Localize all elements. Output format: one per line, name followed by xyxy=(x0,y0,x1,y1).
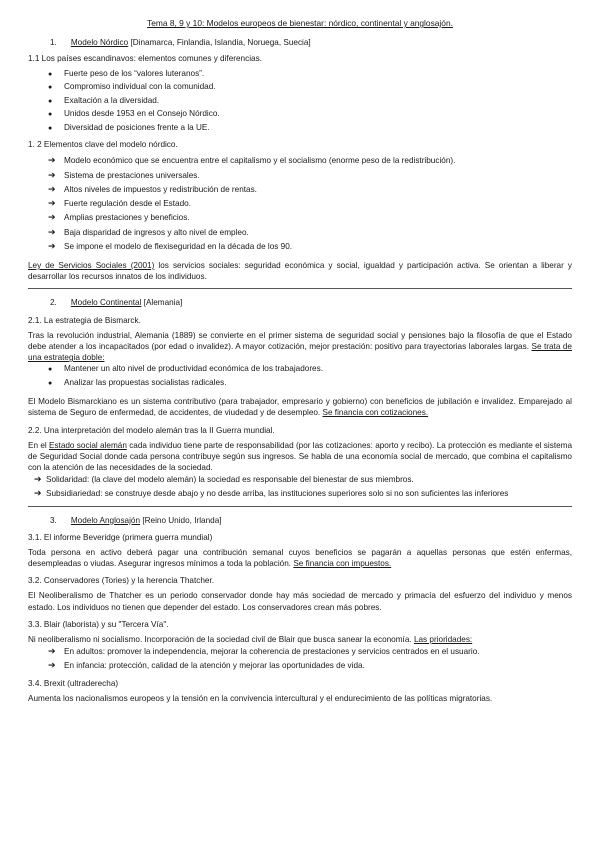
section-1-number: 1. xyxy=(50,38,57,48)
list-item: ➔ Baja disparidad de ingresos y alto nivel de empleo. xyxy=(48,226,249,237)
law-paragraph: Ley de Servicios Sociales (2001) los servicios sociales: seguridad económica y social, igualdad y participación activa. Se orientan a liberar y desarrollar los recursos innatos de los individuos. xyxy=(28,261,572,282)
list-item: ➔ Modelo económico que se encuentra entre el capitalismo y el socialismo (enorme peso de la redistribución). xyxy=(48,155,456,166)
section-3-number: 3. xyxy=(50,515,57,525)
subsection-3-3-text: Ni neoliberalismo ni socialismo. Incorporación de la sociedad civil de Blair que busca sanear la economía. Las prioridades: xyxy=(28,634,473,644)
section-2-countries: [Alemania] xyxy=(143,298,183,308)
subsection-3-4-title: 3.4. Brexit (ultraderecha) xyxy=(28,678,119,688)
arrow-icon: ➔ xyxy=(48,155,56,166)
section-3-title: Modelo Anglosajón xyxy=(70,515,141,525)
section-divider xyxy=(28,288,572,289)
list-item: ● Unidos desde 1953 en el Consejo Nórdico. xyxy=(48,109,220,119)
subsection-1-2-title: 1. 2 Elementos clave del modelo nórdico. xyxy=(28,140,178,150)
section-3-heading xyxy=(50,515,572,526)
subsection-1-1-list xyxy=(28,68,572,134)
section-2-title: Modelo Continental xyxy=(70,298,142,308)
subsection-2-2-text: En el Estado social alemán cada individuo tiene parte de responsabilidad (por las cotizaciones: aporto y recibo). La protección es mediante el sistema de Seguridad Social donde cada persona contribuye según sus ingresos. Se habla de una economía social de mercado, que combina el capitalismo con la atención de las necesidades de la sociedad. xyxy=(28,440,573,473)
subsection-3-2-text: El Neoliberalismo de Thatcher es un periodo conservador donde hay más sociedad de mercado y primacía del esfuerzo del individuo y menos estado. Los individuos no tienen que depender del estado. Los conservadores crean más pobres. xyxy=(28,591,572,612)
arrow-icon: ➔ xyxy=(34,474,42,485)
list-item: ➔ Solidaridad: (la clave del modelo alemán) la sociedad es responsable del bienestar de sus miembros. xyxy=(34,474,414,485)
subsection-2-2-title: 2.2. Una interpretación del modelo alemán tras la II Guerra mundial. xyxy=(28,425,275,435)
list-item: ➔ Amplias prestaciones y beneficios. xyxy=(48,212,190,223)
bullet-icon: ● xyxy=(48,111,53,119)
bullet-icon: ● xyxy=(48,70,53,78)
subsection-3-3-list xyxy=(28,645,572,671)
list-item: ● Compromiso individual con la comunidad. xyxy=(48,82,216,92)
section-1-heading xyxy=(50,37,572,48)
list-item: ➔ En adultos: promover la independencia, mejorar la coherencia de prestaciones y servicios centrados en el usuario. xyxy=(48,646,480,657)
section-2-heading xyxy=(50,297,572,308)
arrow-icon: ➔ xyxy=(34,488,42,499)
subsection-3-2-title: 3.2. Conservadores (Tories) y la herencia Thatcher. xyxy=(28,576,214,586)
section-divider xyxy=(28,506,572,507)
bismarck-paragraph: El Modelo Bismarckiano es un sistema contributivo (para trabajador, empresario y gobierno) con beneficios de jubilación e invalidez. Emparejado al sistema de Seguro de enfermedad, de accidentes, de viudedad y de desempleo. Se financia con cotizaciones. xyxy=(28,397,572,418)
arrow-icon: ➔ xyxy=(48,198,56,209)
list-item: ● Analizar las propuestas socialistas radicales. xyxy=(48,377,227,387)
arrow-icon: ➔ xyxy=(48,646,56,657)
subsection-1-1-title: 1.1 Los países escandinavos: elementos comunes y diferencias. xyxy=(28,53,262,63)
section-1-title: Modelo Nórdico xyxy=(70,38,129,48)
subsection-2-1-list xyxy=(28,363,572,388)
list-item: ➔ Fuerte regulación desde el Estado. xyxy=(48,198,191,209)
law-reference: Ley de Servicios Sociales (2001) xyxy=(28,261,155,271)
subsection-2-1-title: 2.1. La estrategia de Bismarck. xyxy=(28,315,141,325)
arrow-icon: ➔ xyxy=(48,183,56,194)
subsection-2-1-text: Tras la revolución industrial, Alemania (1889) se convierte en el primer sistema de seguridad social y pensiones bajo la filosofía de que el Estado debe atender a los incapacitados (por edad o invalidez). A mayor cotización, mejor prestación: positivo para trayectorias laborales largas. Se trata de una estrategia doble: xyxy=(28,330,572,363)
arrow-icon: ➔ xyxy=(48,660,56,671)
list-item: ● Diversidad de posiciones frente a la UE. xyxy=(48,122,210,132)
subsection-1-2-list xyxy=(28,154,572,252)
bullet-icon: ● xyxy=(48,124,53,132)
subsection-2-2-list xyxy=(28,473,572,499)
list-item: ● Exaltación a la diversidad. xyxy=(48,95,160,105)
list-item: ➔ Sistema de prestaciones universales. xyxy=(48,169,200,180)
subsection-3-4-text: Aumenta los nacionalismos europeos y la tensión en la convivencia intercultural y el endurecimiento de las políticas migratorias. xyxy=(28,693,493,703)
arrow-icon: ➔ xyxy=(48,212,56,223)
subsection-3-1-title: 3.1. El informe Beveridge (primera guerra mundial) xyxy=(28,532,213,542)
list-item: ● Fuerte peso de los “valores luteranos”. xyxy=(48,68,205,78)
section-2-number: 2. xyxy=(50,298,57,308)
list-item: ➔ Se impone el modelo de flexiseguridad en la década de los 90. xyxy=(48,240,293,251)
bullet-icon: ● xyxy=(48,366,53,374)
bullet-icon: ● xyxy=(48,84,53,92)
list-item: ➔ Altos niveles de impuestos y redistribución de rentas. xyxy=(48,183,257,194)
subsection-3-1-text: Toda persona en activo deberá pagar una contribución semanal cuyos beneficios se pagarán a aquellas personas que estén enfermas, desempleadas o viudas. Asegurar ingresos mínimos a toda la población. Se financia con impuestos. xyxy=(28,547,572,569)
section-1-countries: [Dinamarca, Finlandia, Islandia, Noruega, Suecia] xyxy=(130,38,311,48)
bullet-icon: ● xyxy=(48,97,53,105)
list-item: ➔ Subsidiariedad: se construye desde abajo y no desde arriba, las instituciones superiores solo si no son suficientes las inferiores xyxy=(34,488,509,499)
list-item: ● Mantener un alto nivel de productividad económica de los trabajadores. xyxy=(48,364,323,374)
arrow-icon: ➔ xyxy=(48,240,56,251)
section-3-countries: [Reino Unido, Irlanda] xyxy=(142,515,222,525)
arrow-icon: ➔ xyxy=(48,226,56,237)
document-title: Tema 8, 9 y 10: Modelos europeos de bienestar: nórdico, continental y anglosajón. xyxy=(147,18,453,28)
bullet-icon: ● xyxy=(48,379,53,387)
subsection-3-3-title: 3.3. Blair (laborista) y su "Tercera Vía". xyxy=(28,619,169,629)
list-item: ➔ En infancia: protección, calidad de la atención y mejorar las oportunidades de vida. xyxy=(48,660,365,671)
arrow-icon: ➔ xyxy=(48,169,56,180)
